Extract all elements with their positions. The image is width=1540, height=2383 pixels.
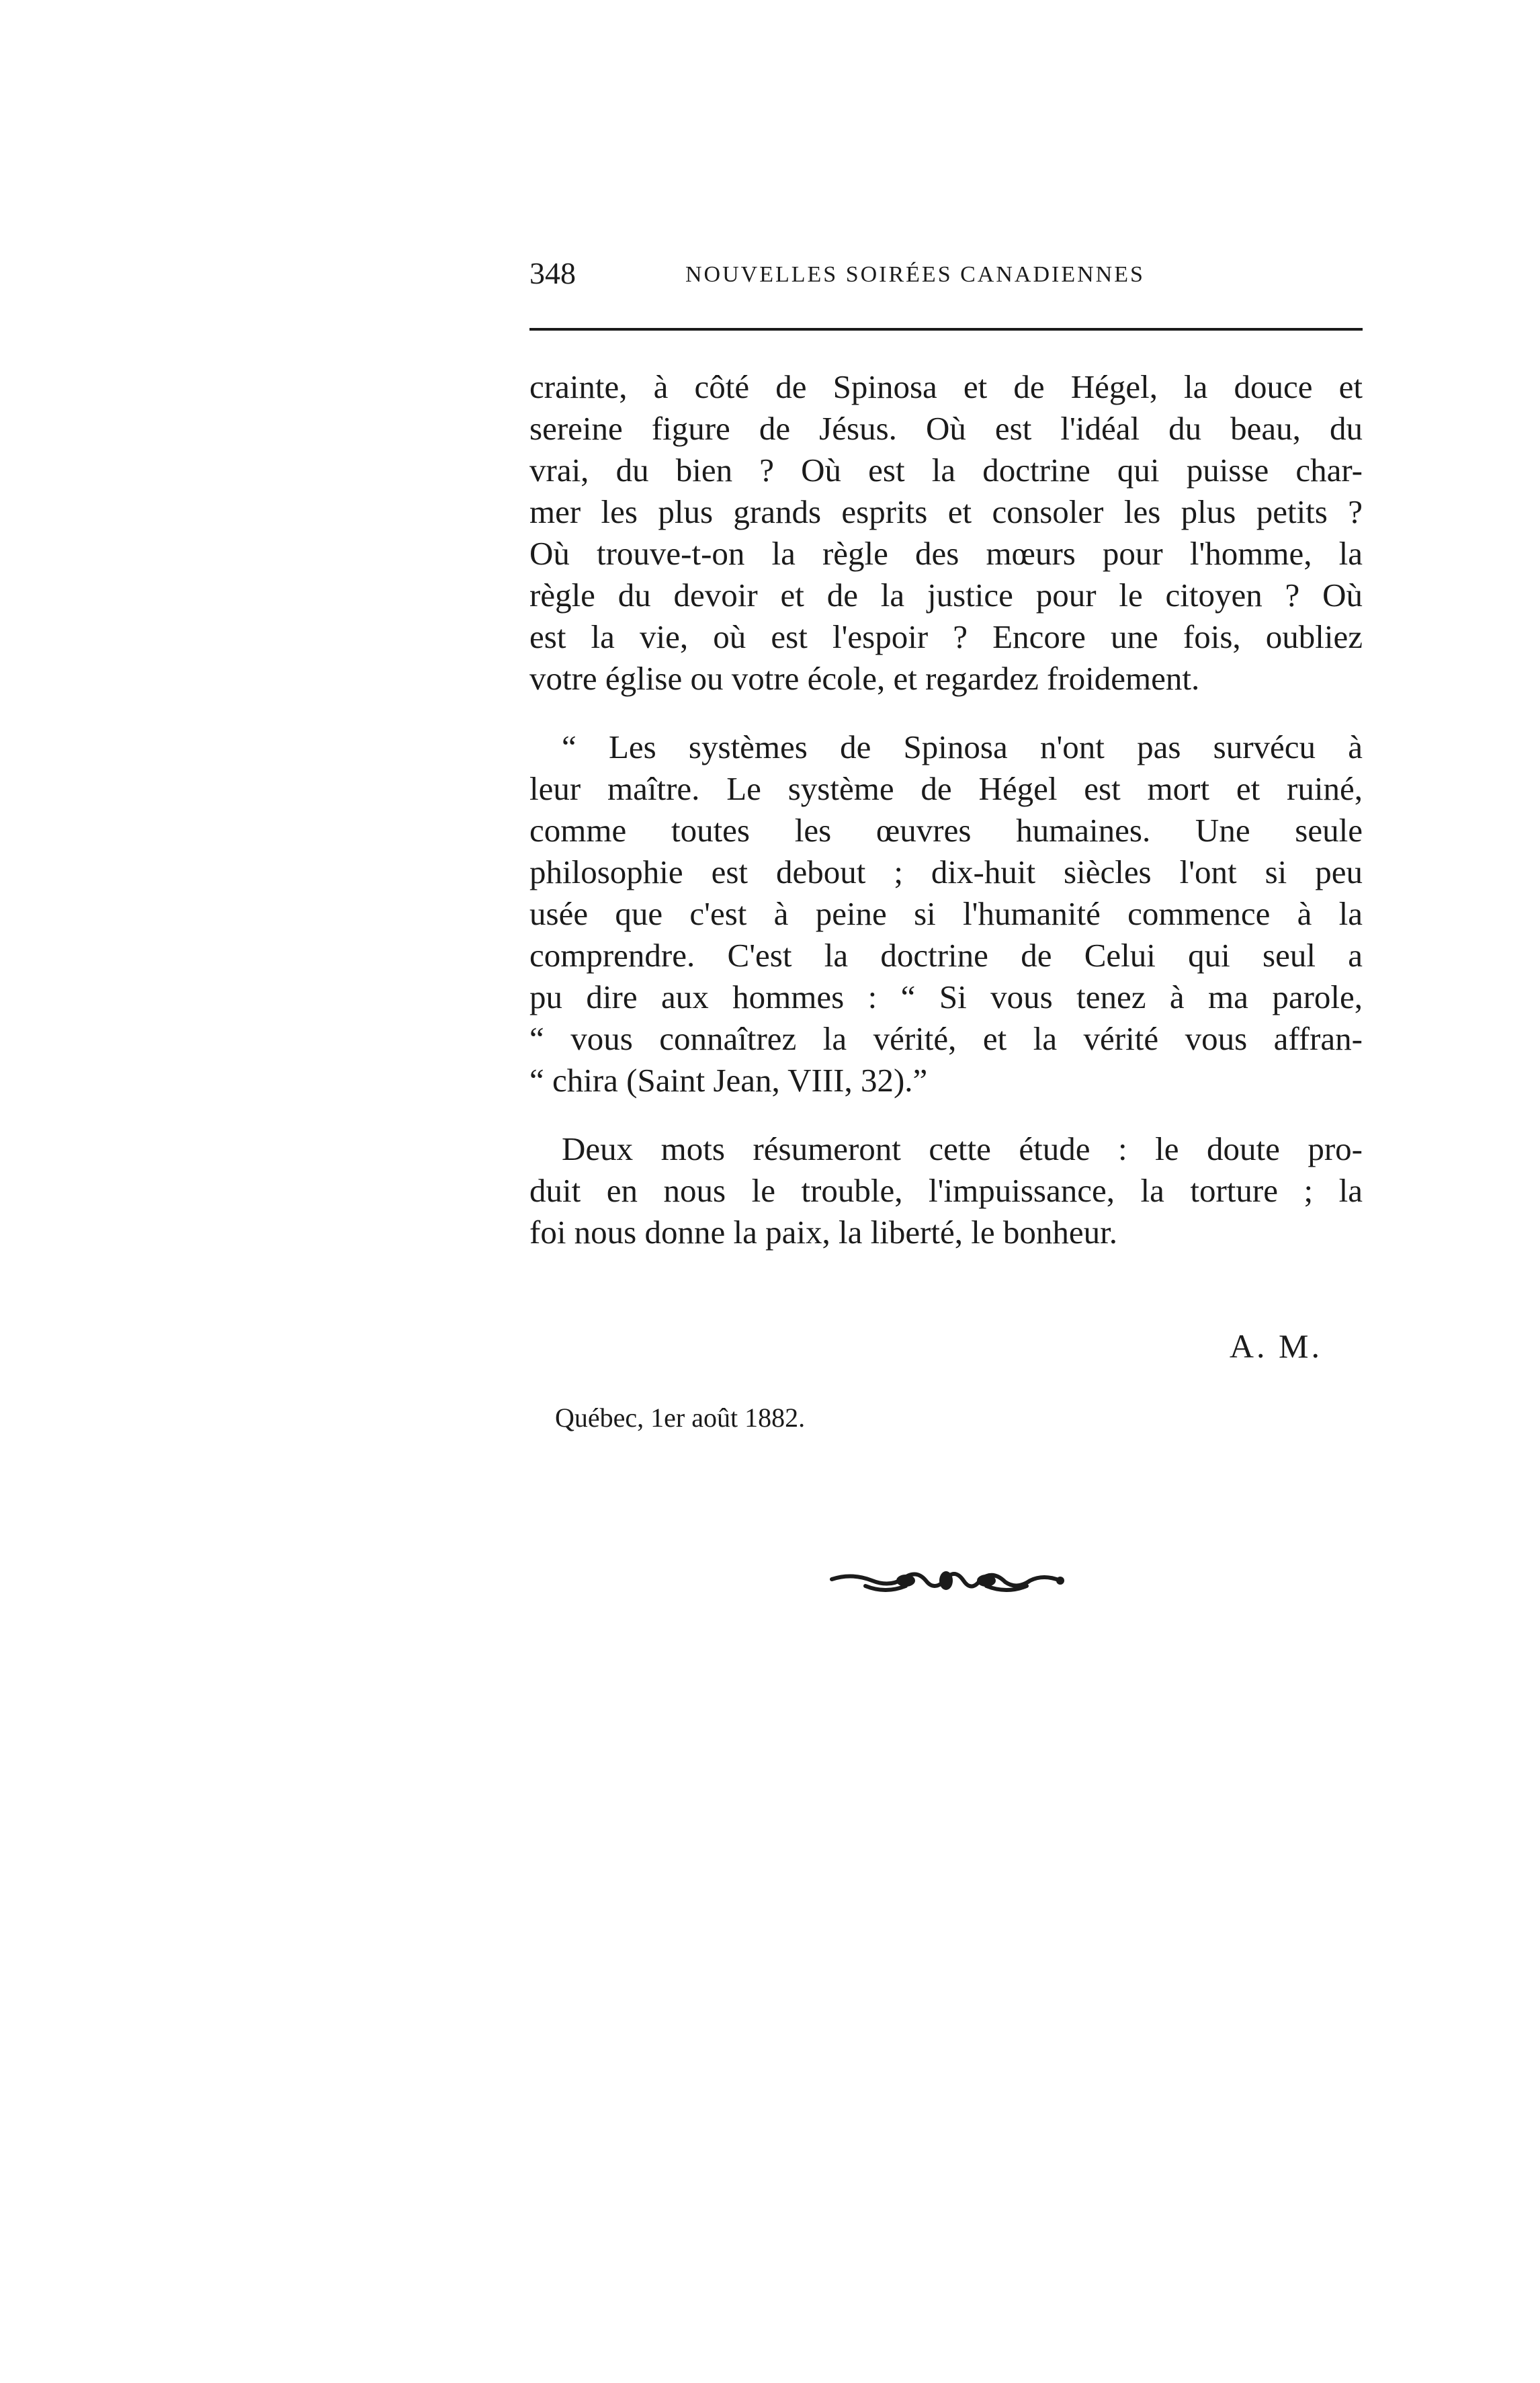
text-line: votre église ou votre école, et regardez froidement. [529,660,1200,697]
text-line: “ chira (Saint Jean, VIII, 32).” [529,1062,928,1099]
body-text [529,366,1363,1280]
page-number: 348 [529,256,576,290]
text-line: mer les plus grands esprits et consoler les plus petits ? [529,493,1363,530]
running-title: NOUVELLES SOIRÉES CANADIENNES [685,262,1145,287]
paragraph [529,366,1363,700]
text-line: foi nous donne la paix, la liberté, le bonheur. [529,1214,1117,1251]
text-line: comprendre. C'est la doctrine de Celui qui seul a [529,937,1363,974]
text-line: “ Les systèmes de Spinosa n'ont pas survécu à [562,728,1363,765]
author-signature: A. M. [1229,1327,1322,1365]
text-line: “ vous connaîtrez la vérité, et la vérité vous affran- [529,1020,1363,1057]
text-line: est la vie, où est l'espoir ? Encore une fois, oubliez [529,618,1363,655]
text-line: pu dire aux hommes : “ Si vous tenez à ma parole, [529,978,1363,1015]
text-line: vrai, du bien ? Où est la doctrine qui puisse char- [529,452,1363,489]
paragraph [529,726,1363,1101]
text-line: crainte, à côté de Spinosa et de Hégel, la douce et [529,368,1363,405]
text-line: Où trouve-t-on la règle des mœurs pour l'homme, la [529,535,1363,572]
header-rule [529,328,1363,331]
paragraph [529,1128,1363,1253]
page-header [529,250,1363,297]
text-line: Deux mots résumeront cette étude : le doute pro- [562,1130,1363,1167]
text-line: sereine figure de Jésus. Où est l'idéal du beau, du [529,410,1363,447]
text-line: leur maître. Le système de Hégel est mort et ruiné, [529,770,1363,807]
text-line: duit en nous le trouble, l'impuissance, la torture ; la [529,1172,1363,1209]
text-line: règle du devoir et de la justice pour le citoyen ? Où [529,577,1363,614]
text-line: philosophie est debout ; dix-huit siècles l'ont si peu [529,853,1363,890]
text-line: usée que c'est à peine si l'humanité commence à la [529,895,1363,932]
decorative-tailpiece-icon [825,1560,1067,1601]
dateline: Québec, 1er août 1882. [555,1403,806,1433]
text-line: comme toutes les œuvres humaines. Une seule [529,812,1363,849]
